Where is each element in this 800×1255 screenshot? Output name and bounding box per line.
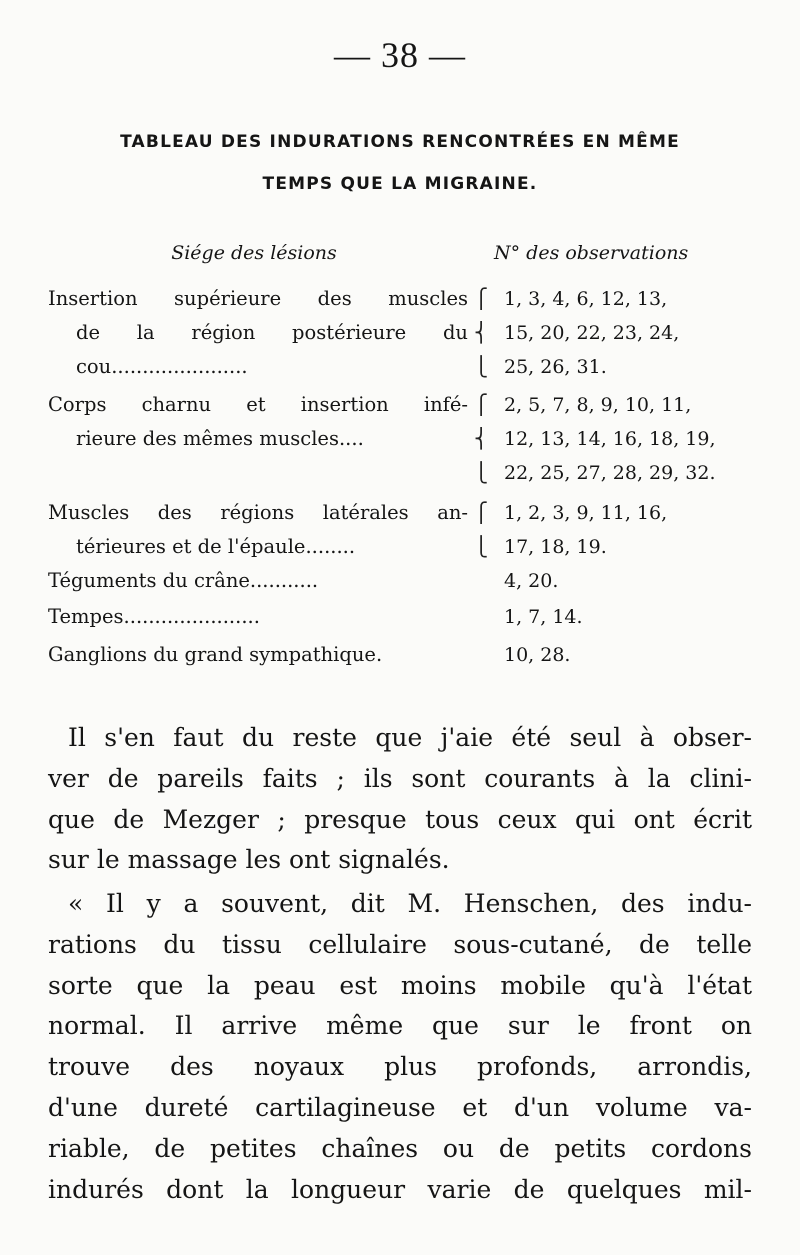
- text-line: que de Mezger ; presque tous ceux qui ont écrit: [48, 804, 752, 834]
- lesion-line: Tempes......................: [48, 605, 260, 628]
- text-line: sur le massage les ont signalés.: [48, 845, 450, 875]
- observation-line: 10, 28.: [504, 644, 571, 666]
- body-paragraph: [48, 718, 752, 881]
- table-title-line-1: TABLEAU DES INDURATIONS RENCONTRÉES EN MÊME: [120, 132, 680, 152]
- lesion-cell: [48, 496, 468, 564]
- lesion-cell: [48, 282, 468, 384]
- text-line: rations du tissu cellulaire sous-cutané, de telle: [48, 929, 752, 959]
- curly-brace: ⎧ ⎨ ⎩: [474, 288, 489, 378]
- lesion-cell: [48, 638, 468, 672]
- column-header-observation-numbers: N° des observations: [494, 242, 689, 264]
- lesion-line: cou......................: [76, 355, 248, 378]
- observation-cell: [504, 564, 800, 598]
- observation-line: 22, 25, 27, 28, 29, 32.: [504, 462, 716, 484]
- observation-cell: [504, 282, 800, 384]
- column-header-lesion-site: Siége des lésions: [171, 242, 337, 264]
- text-line: « Il y a souvent, dit M. Henschen, des indu-: [68, 889, 752, 918]
- lesion-line: térieures et de l'épaule........: [76, 535, 356, 558]
- text-line: d'une dureté cartilagineuse et d'un volume va-: [48, 1092, 752, 1122]
- lesion-cell: [48, 600, 468, 634]
- observation-cell: [504, 388, 800, 490]
- lesion-line: Corps charnu et insertion infé-: [48, 393, 468, 416]
- text-line: ver de pareils faits ; ils sont courants à la clini-: [48, 763, 752, 793]
- observation-line: 25, 26, 31.: [504, 356, 607, 378]
- observation-cell: [504, 496, 800, 564]
- observation-line: 4, 20.: [504, 570, 559, 592]
- observation-cell: [504, 600, 800, 634]
- lesion-line: Insertion supérieure des muscles: [48, 287, 468, 310]
- observation-line: 17, 18, 19.: [504, 536, 607, 558]
- text-line: riable, de petites chaînes ou de petits cordons: [48, 1133, 752, 1163]
- text-line: Il s'en faut du reste que j'aie été seul à obser-: [68, 723, 752, 752]
- observation-line: 15, 20, 22, 23, 24,: [504, 322, 680, 344]
- observation-line: 1, 2, 3, 9, 11, 16,: [504, 502, 668, 524]
- page-number: — 38 —: [334, 35, 466, 75]
- observation-line: 12, 13, 14, 16, 18, 19,: [504, 428, 716, 450]
- observation-line: 1, 3, 4, 6, 12, 13,: [504, 288, 668, 310]
- curly-brace: ⎧ ⎨ ⎩: [474, 394, 489, 484]
- lesion-cell: [48, 388, 468, 456]
- text-line: sorte que la peau est moins mobile qu'à l'état: [48, 970, 752, 1000]
- lesion-line: Téguments du crâne...........: [48, 569, 319, 592]
- text-line: normal. Il arrive même que sur le front on: [48, 1011, 752, 1041]
- curly-brace: ⎧ ⎩: [474, 502, 489, 558]
- observation-cell: [504, 638, 800, 672]
- observation-line: 2, 5, 7, 8, 9, 10, 11,: [504, 394, 692, 416]
- lesion-line: de la région postérieure du: [76, 321, 468, 344]
- text-line: indurés dont la longueur varie de quelques mil-: [48, 1174, 752, 1204]
- lesion-line: Muscles des régions latérales an-: [48, 501, 468, 524]
- lesion-line: Ganglions du grand sympathique.: [48, 643, 383, 666]
- lesion-cell: [48, 564, 468, 598]
- text-line: trouve des noyaux plus profonds, arrondis,: [48, 1052, 752, 1082]
- table-title-line-2: TEMPS QUE LA MIGRAINE.: [262, 174, 538, 194]
- body-paragraph: [48, 884, 752, 1210]
- lesion-line: rieure des mêmes muscles....: [76, 427, 364, 450]
- observation-line: 1, 7, 14.: [504, 606, 583, 628]
